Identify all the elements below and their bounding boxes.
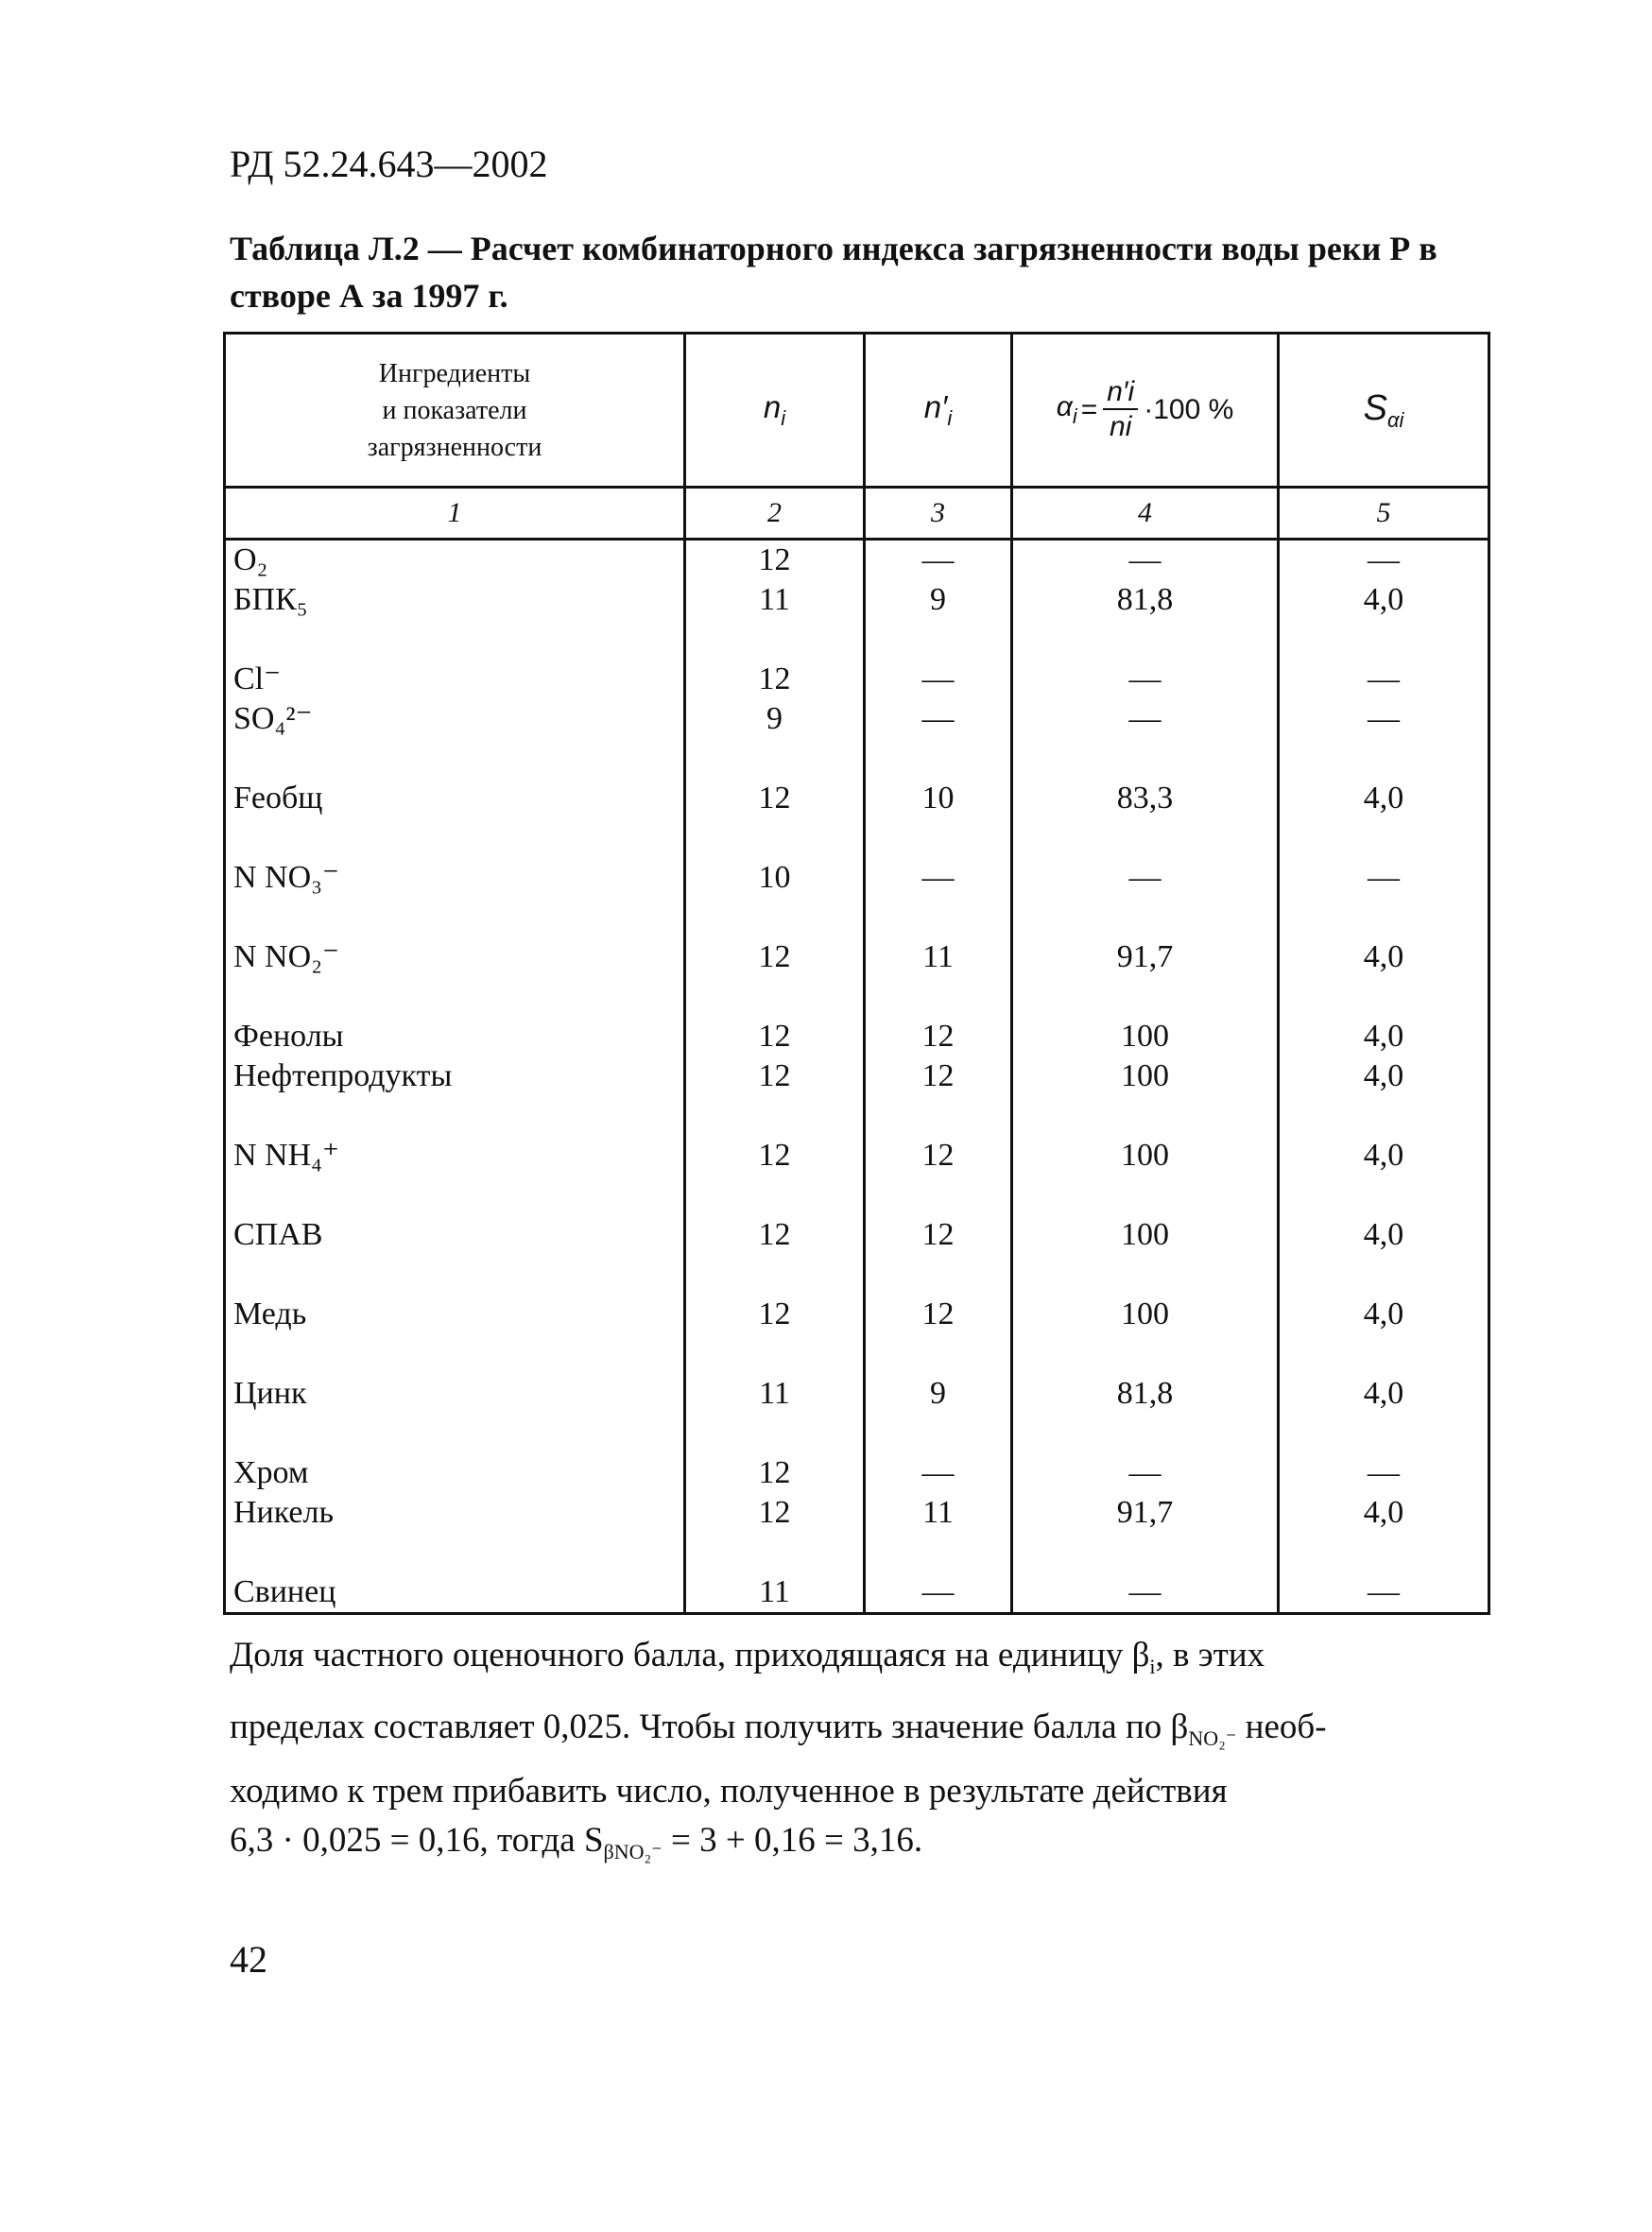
s-value: — xyxy=(1279,699,1489,739)
alpha-value: 91,7 xyxy=(1012,1493,1279,1533)
s-value: 4,0 xyxy=(1279,1056,1489,1096)
n-prime-value: — xyxy=(865,540,1012,581)
table-row xyxy=(225,1334,1489,1414)
alpha-value: 100 xyxy=(1012,1056,1279,1096)
paragraph-line-2-sub: NO₂⁻ xyxy=(1188,1726,1237,1750)
alpha-value: 100 xyxy=(1012,977,1279,1056)
indicator-name: N NH₄⁺ xyxy=(225,1096,685,1176)
n-value: 12 xyxy=(685,1096,865,1176)
table-row xyxy=(225,898,1489,977)
n-value: 12 xyxy=(685,1176,865,1255)
alpha-value: 100 xyxy=(1012,1176,1279,1255)
paragraph-line-1-end: , в этих xyxy=(1155,1636,1265,1674)
s-value: — xyxy=(1279,1533,1489,1614)
n-prime-value: — xyxy=(865,1533,1012,1614)
formula-numerator: n′i xyxy=(1103,376,1138,410)
alpha-value: 81,8 xyxy=(1012,580,1279,620)
table-row xyxy=(225,1255,1489,1334)
header-s-sub: αi xyxy=(1386,407,1404,432)
n-value: 12 xyxy=(685,1255,865,1334)
alpha-value: 83,3 xyxy=(1012,739,1279,818)
n-value: 12 xyxy=(685,1414,865,1493)
n-prime-value: 11 xyxy=(865,1493,1012,1533)
alpha-value: 100 xyxy=(1012,1255,1279,1334)
n-prime-value: 9 xyxy=(865,1334,1012,1414)
n-value: 12 xyxy=(685,1056,865,1096)
paragraph-line-2-end: необ- xyxy=(1236,1708,1327,1746)
n-prime-value: 12 xyxy=(865,1056,1012,1096)
s-value: 4,0 xyxy=(1279,898,1489,977)
indicator-name: Медь xyxy=(225,1255,685,1334)
n-value: 12 xyxy=(685,898,865,977)
column-number-4: 4 xyxy=(1012,488,1279,540)
s-value: 4,0 xyxy=(1279,1096,1489,1176)
s-value: 4,0 xyxy=(1279,1255,1489,1334)
n-prime-value: 12 xyxy=(865,1255,1012,1334)
header-line-2: и показатели xyxy=(382,395,527,425)
indicator-name: Хром xyxy=(225,1414,685,1493)
table-row xyxy=(225,1533,1489,1614)
table-caption: Таблица Л.2 — Расчет комбинаторного индекса загрязненности воды реки Р в створе А за 1997 г. xyxy=(230,230,1437,315)
indicator-name: СПАВ xyxy=(225,1176,685,1255)
alpha-value: 100 xyxy=(1012,1096,1279,1176)
paragraph-line-4-sub: βNO₂⁻ xyxy=(603,1840,663,1863)
n-value: 12 xyxy=(685,620,865,699)
indicator-name: Нефтепродукты xyxy=(225,1056,685,1096)
page-number: 42 xyxy=(230,1938,267,1981)
n-value: 10 xyxy=(685,818,865,898)
formula-equals: = xyxy=(1080,394,1098,425)
indicator-name: Свинец xyxy=(225,1533,685,1614)
formula-fraction xyxy=(1103,376,1138,444)
pollution-index-table xyxy=(223,332,1490,1615)
header-s-alpha xyxy=(1279,334,1489,488)
indicator-name: SO₄²⁻ xyxy=(225,699,685,739)
s-value: 4,0 xyxy=(1279,739,1489,818)
column-number-3: 3 xyxy=(865,488,1012,540)
table-row xyxy=(225,540,1489,581)
table-row xyxy=(225,739,1489,818)
formula-multiplier: ·100 % xyxy=(1144,394,1234,425)
n-value: 12 xyxy=(685,540,865,581)
table-row xyxy=(225,1096,1489,1176)
paragraph-line-2-text: пределах составляет 0,025. Чтобы получить значение балла по β xyxy=(230,1708,1189,1746)
alpha-value: — xyxy=(1012,818,1279,898)
alpha-value: — xyxy=(1012,699,1279,739)
table-row xyxy=(225,580,1489,620)
header-line-3: загрязненности xyxy=(367,432,542,462)
header-ingredients xyxy=(225,334,685,488)
s-value: 4,0 xyxy=(1279,1493,1489,1533)
n-prime-value: — xyxy=(865,818,1012,898)
s-value: 4,0 xyxy=(1279,580,1489,620)
n-prime-value: 11 xyxy=(865,898,1012,977)
n-prime-value: 12 xyxy=(865,1096,1012,1176)
indicator-name: Цинк xyxy=(225,1334,685,1414)
s-value: — xyxy=(1279,620,1489,699)
n-prime-value: — xyxy=(865,699,1012,739)
column-number-2: 2 xyxy=(685,488,865,540)
table-row xyxy=(225,1414,1489,1493)
alpha-value: — xyxy=(1012,620,1279,699)
indicator-name: N NO₂⁻ xyxy=(225,898,685,977)
formula-alpha-sub: i xyxy=(1072,404,1077,428)
document-header: РД 52.24.643—2002 xyxy=(230,143,548,185)
alpha-value: 81,8 xyxy=(1012,1334,1279,1414)
s-value: — xyxy=(1279,540,1489,581)
column-number-1: 1 xyxy=(225,488,685,540)
n-value: 11 xyxy=(685,580,865,620)
indicator-name: Feобщ xyxy=(225,739,685,818)
paragraph-line-4-end: = 3 + 0,16 = 3,16. xyxy=(662,1821,923,1860)
indicator-name: БПК₅ xyxy=(225,580,685,620)
n-value: 12 xyxy=(685,1493,865,1533)
header-n-symbol: n xyxy=(763,389,782,424)
n-prime-value: 9 xyxy=(865,580,1012,620)
header-n-prime xyxy=(865,334,1012,488)
table-header-row xyxy=(225,334,1489,488)
header-n-sub: i xyxy=(781,406,786,430)
alpha-value: — xyxy=(1012,1414,1279,1493)
paragraph-line-3: ходимо к трем прибавить число, полученное в результате действия xyxy=(230,1772,1228,1811)
table-row xyxy=(225,977,1489,1056)
n-value: 12 xyxy=(685,977,865,1056)
n-prime-value: 10 xyxy=(865,739,1012,818)
paragraph-line-4-text: 6,3 · 0,025 = 0,16, тогда S xyxy=(230,1821,604,1860)
s-value: 4,0 xyxy=(1279,977,1489,1056)
column-number-row xyxy=(225,488,1489,540)
s-value: — xyxy=(1279,1414,1489,1493)
formula-denominator: ni xyxy=(1110,411,1132,442)
s-value: — xyxy=(1279,818,1489,898)
paragraph-line-1-sub: i xyxy=(1149,1655,1156,1678)
n-value: 11 xyxy=(685,1533,865,1614)
paragraph-line-1 xyxy=(230,1635,1496,1688)
s-value: 4,0 xyxy=(1279,1176,1489,1255)
header-line-1: Ингредиенты xyxy=(378,358,531,388)
indicator-name: O₂ xyxy=(225,540,685,581)
indicator-name: N NO₃⁻ xyxy=(225,818,685,898)
table-body xyxy=(225,540,1489,1614)
paragraph-line-4 xyxy=(230,1820,1496,1873)
header-n xyxy=(685,334,865,488)
table-row xyxy=(225,1493,1489,1533)
n-prime-value: — xyxy=(865,1414,1012,1493)
n-prime-value: 12 xyxy=(865,977,1012,1056)
alpha-value: — xyxy=(1012,1533,1279,1614)
table-row xyxy=(225,699,1489,739)
n-value: 9 xyxy=(685,699,865,739)
paragraph-line-1-text: Доля частного оценочного балла, приходящаяся на единицу β xyxy=(230,1636,1150,1674)
alpha-value: 91,7 xyxy=(1012,898,1279,977)
alpha-value: — xyxy=(1012,540,1279,581)
indicator-name: Никель xyxy=(225,1493,685,1533)
column-number-5: 5 xyxy=(1279,488,1489,540)
table-row xyxy=(225,1176,1489,1255)
n-prime-value: 12 xyxy=(865,1176,1012,1255)
table-row xyxy=(225,818,1489,898)
header-n-prime-symbol: n′ xyxy=(923,389,948,424)
n-value: 12 xyxy=(685,739,865,818)
n-prime-value: — xyxy=(865,620,1012,699)
header-s-symbol: S xyxy=(1363,387,1387,428)
table-row xyxy=(225,1056,1489,1096)
paragraph-line-2 xyxy=(230,1707,1496,1760)
indicator-name: Фенолы xyxy=(225,977,685,1056)
formula-alpha: α xyxy=(1056,391,1073,422)
indicator-name: Cl⁻ xyxy=(225,620,685,699)
header-alpha-formula xyxy=(1012,334,1279,488)
n-value: 11 xyxy=(685,1334,865,1414)
s-value: 4,0 xyxy=(1279,1334,1489,1414)
table-row xyxy=(225,620,1489,699)
header-n-prime-sub: i xyxy=(947,406,953,430)
